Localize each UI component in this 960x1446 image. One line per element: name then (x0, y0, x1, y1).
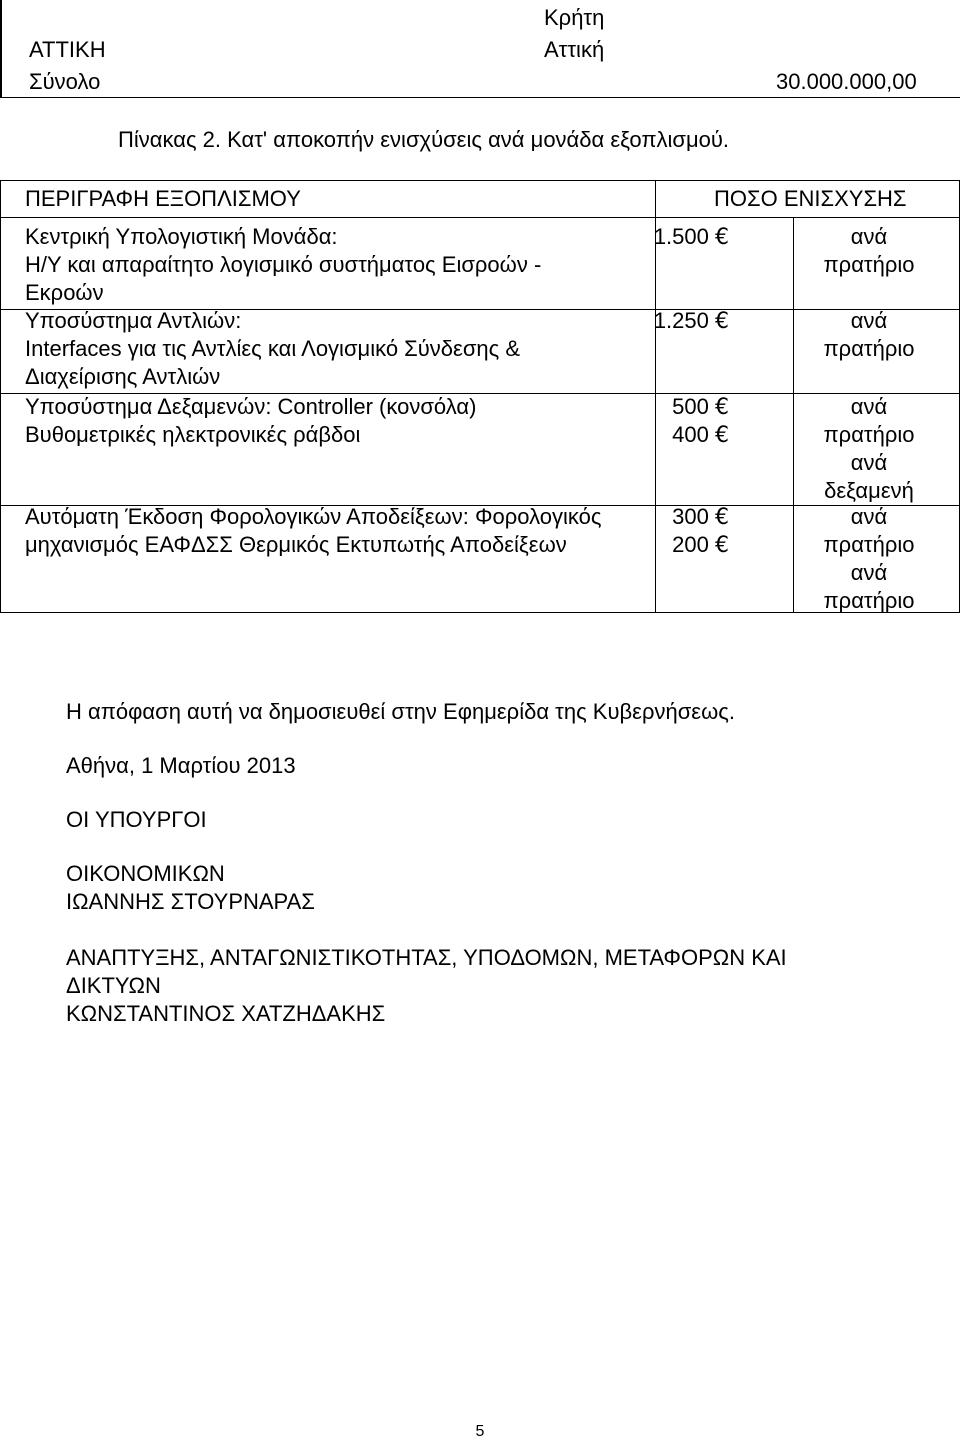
row4-description-line2: μηχανισμός ΕΑΦΔΣΣ Θερμικός Εκτυπωτής Αποδείξεων (25, 532, 567, 557)
euro-icon: € (715, 533, 729, 558)
row4-unit-line4: πρατήριο (823, 588, 915, 613)
header-amount: ΠΟΣΟ ΕΝΙΣΧΥΣΗΣ (714, 186, 907, 211)
minister1-title: ΟΙΚΟΝΟΜΙΚΩΝ (66, 861, 225, 886)
region-table (0, 0, 960, 98)
row3-amount-2: 400 € (672, 422, 729, 448)
equipment-table (0, 180, 960, 613)
table-caption: Πίνακας 2. Κατ' αποκοπήν ενισχύσεις ανά μονάδα εξοπλισμού. (118, 127, 730, 152)
region-total-label: Σύνολο (29, 69, 101, 94)
row4-amount-2: 200 € (672, 532, 729, 558)
euro-icon: € (715, 225, 729, 250)
row2-description-line1: Υποσύστημα Αντλιών: (25, 308, 242, 333)
header-description: ΠΕΡΙΓΡΑΦΗ ΕΞΟΠΛΙΣΜΟΥ (25, 186, 301, 211)
row1-description-line2: Η/Υ και απαραίτητο λογισμικό συστήματος Εισροών - (25, 252, 542, 277)
page-number: 5 (475, 1423, 485, 1440)
minister1-name: ΙΩΑΝΝΗΣ ΣΤΟΥΡΝΑΡΑΣ (66, 889, 315, 914)
row4-unit-line2: πρατήριο (823, 532, 915, 557)
ministers-heading: ΟΙ ΥΠΟΥΡΓΟΙ (66, 807, 207, 832)
minister2-title-line2: ΔΙΚΤΥΩΝ (66, 973, 161, 998)
minister2-name: ΚΩΝΣΤΑΝΤΙΝΟΣ ΧΑΤΖΗΔΑΚΗΣ (66, 1001, 386, 1026)
region-cell: ΑΤΤΙΚΗ (29, 37, 106, 62)
region-cell: Κρήτη (544, 5, 605, 30)
signing-date: Αθήνα, 1 Μαρτίου 2013 (66, 753, 296, 778)
row1-description-line3: Εκροών (25, 280, 104, 305)
row2-description-line2: Interfaces για τις Αντλίες και Λογισμικό Σύνδεσης & (25, 336, 521, 361)
row1-amount: 1.500 € (653, 224, 729, 250)
row2-amount: 1.250 € (653, 308, 729, 334)
row3-description-line2: Βυθομετρικές ηλεκτρονικές ράβδοι (25, 422, 361, 447)
euro-icon: € (715, 423, 729, 448)
row2-unit-line2: πρατήριο (823, 336, 915, 361)
row3-unit-line1: ανά (850, 394, 888, 419)
row4-unit-line1: ανά (850, 504, 888, 529)
region-total-value: 30.000.000,00 (776, 69, 917, 94)
publication-order: Η απόφαση αυτή να δημοσιευθεί στην Εφημερίδα της Κυβερνήσεως. (66, 699, 735, 724)
row3-unit-line2: πρατήριο (823, 422, 915, 447)
table-border (1, 0, 2, 97)
euro-icon: € (715, 309, 729, 334)
row4-description-line1: Αυτόματη Έκδοση Φορολογικών Αποδείξεων: Φορολογικός (25, 504, 602, 529)
row2-description-line3: Διαχείρισης Αντλιών (25, 364, 221, 389)
row3-unit-line3: ανά (850, 450, 888, 475)
row4-amount-1: 300 € (672, 504, 729, 530)
row2-unit-line1: ανά (850, 308, 888, 333)
row1-unit-line1: ανά (850, 224, 888, 249)
row1-description-line1: Κεντρική Υπολογιστική Μονάδα: (25, 224, 338, 249)
row3-unit-line4: δεξαμενή (824, 478, 914, 503)
row3-description-line1: Υποσύστημα Δεξαμενών: Controller (κονσόλα) (25, 394, 477, 419)
euro-icon: € (715, 505, 729, 530)
euro-icon: € (715, 395, 729, 420)
row4-unit-line3: ανά (850, 560, 888, 585)
row3-amount-1: 500 € (672, 394, 729, 420)
row1-unit-line2: πρατήριο (823, 252, 915, 277)
region-cell: Αττική (544, 37, 605, 62)
minister2-title-line1: ΑΝΑΠΤΥΞΗΣ, ΑΝΤΑΓΩΝΙΣΤΙΚΟΤΗΤΑΣ, ΥΠΟΔΟΜΩΝ, ΜΕΤΑΦΟΡΩΝ ΚΑΙ (66, 945, 787, 970)
row-divider (1, 217, 959, 218)
